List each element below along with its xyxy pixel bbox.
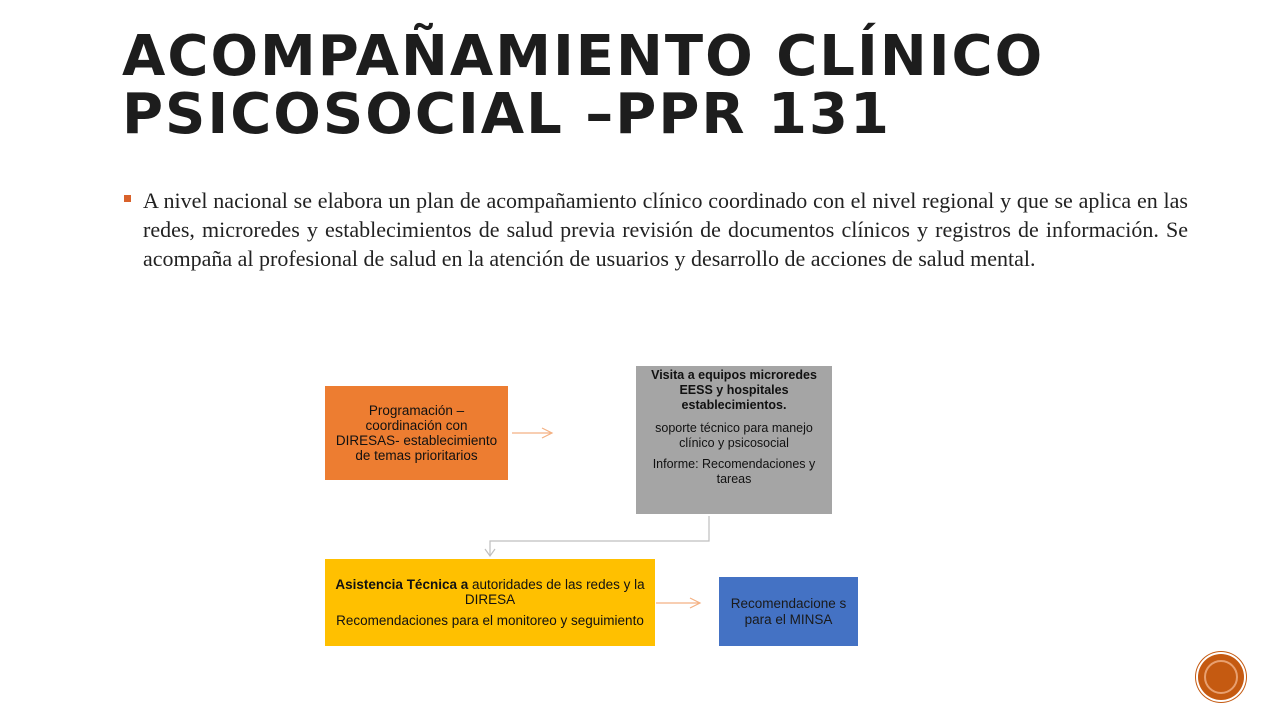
box-programacion-text: Programación – coordinación con DIRESAS- establecimiento de temas prioritarios	[335, 403, 498, 463]
box-recomendaciones-text: Recomendacione s para el MINSA	[730, 595, 847, 627]
box-asistencia-line1	[335, 577, 645, 607]
box-recomendaciones	[719, 577, 858, 646]
arrow-gray-to-yellow	[485, 516, 709, 556]
arrow-yellow-to-blue	[656, 598, 700, 608]
circle-logo-icon	[1198, 654, 1244, 700]
bullet-text: A nivel nacional se elabora un plan de acompañamiento clínico coordinado con el nivel regional y que se aplica en las redes, microredes y establecimientos de salud previa revisión de documentos clínicos y registros de información. Se acompaña al profesional de salud en la atención de usuarios y desarrollo de acciones de salud mental.	[143, 188, 1188, 271]
box-asistencia-rest: autoridades de las redes y la DIRESA	[464, 577, 645, 607]
title-line-1: ACOMPAÑAMIENTO CLÍNICO	[122, 24, 1045, 89]
box-visita-line2: Informe: Recomendaciones y tareas	[652, 457, 816, 486]
box-visita	[636, 366, 832, 514]
box-asistencia-line2: Recomendaciones para el monitoreo y seguimiento	[336, 613, 644, 628]
box-programacion	[325, 386, 508, 480]
box-visita-line1: soporte técnico para manejo clínico y psicosocial	[655, 421, 813, 450]
box-asistencia	[325, 559, 655, 646]
box-visita-title: Visita a equipos microredes EESS y hospitales establecimientos.	[651, 368, 817, 412]
arrow-orange-to-gray	[512, 428, 552, 438]
box-asistencia-bold: Asistencia Técnica a	[335, 577, 469, 592]
title-line-2: PSICOSOCIAL –PPR 131	[122, 82, 891, 147]
